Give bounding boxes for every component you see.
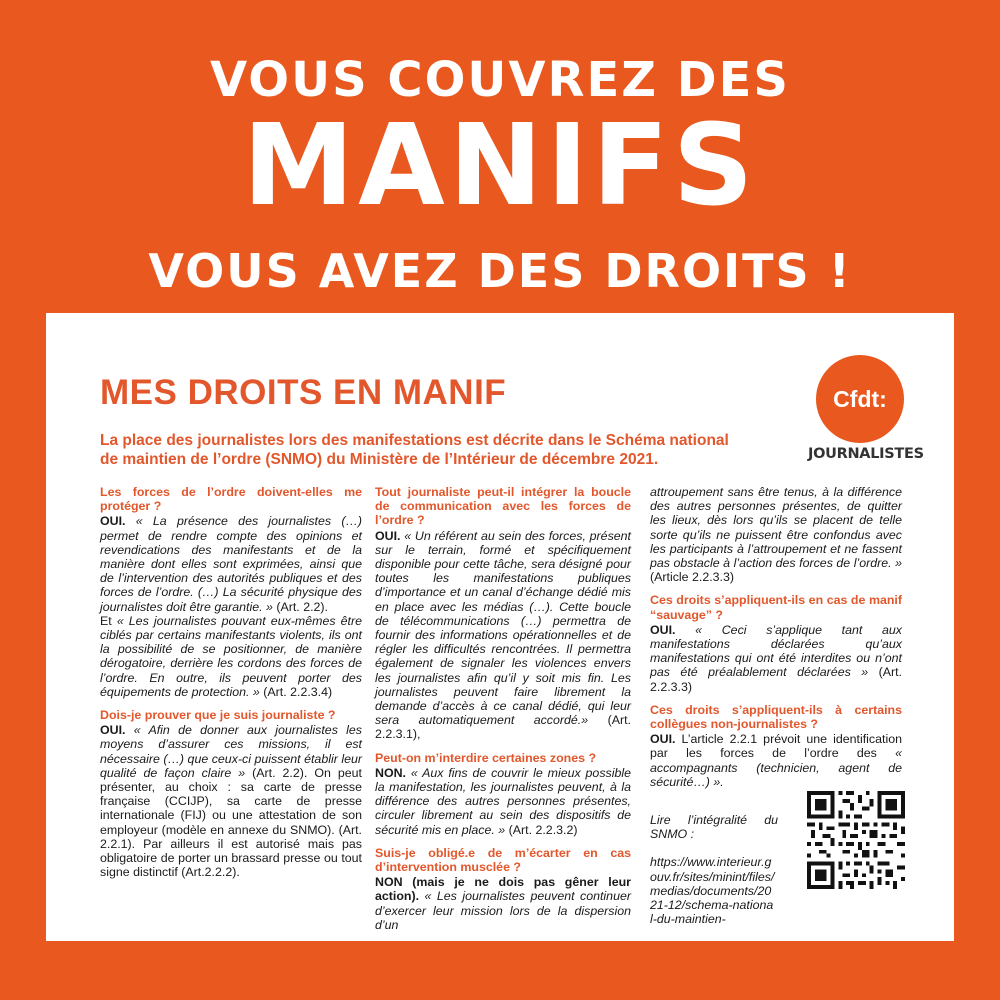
answer-lead: OUI. (100, 723, 126, 738)
answer-rest: (Art. 2.2). On peut présenter, au choix : sa carte de presse française (CCIJP), sa carte de presse internationale (FIJ) ou une attestation de son employeur (modèle en annexe du SNMO). (Art. 2.2.1). Par ailleurs il est autorisé mais pas obligatoire de porter un brassard presse ou tout signe distinctif (Art.2.2.2). (100, 765, 362, 880)
card-title: MES DROITS EN MANIF (100, 373, 507, 412)
answer-quote: « Ceci s’applique tant aux manifestations déclarées qu’aux manifestations qui ont été interdites ou n’ont pas été préalablement déclarées » (650, 622, 902, 680)
question: Les forces de l’ordre doivent-elles me protéger ? (100, 485, 362, 514)
answer-lead: NON (mais je ne dois pas gêner leur action). (375, 875, 631, 904)
snmo-link[interactable]: https://www.interieur.gouv.fr/sites/minint/files/medias/documents/2021-12/schema-national-du-maintien- (650, 855, 775, 927)
headline-line1: VOUS COUVREZ DES (210, 52, 790, 108)
answer-lead: NON. (375, 765, 406, 780)
answer (375, 766, 631, 837)
logo-mark: Cfdt: (833, 385, 887, 412)
answer-lead: OUI. (100, 514, 126, 529)
answer-quote: « Afin de donner aux journalistes les moyens d’assurer ces missions, il est nécessaire (…) que ceux-ci puissent établir leur qualité de façon claire » (100, 723, 362, 780)
answer-lead: OUI. (375, 528, 401, 543)
answer (100, 614, 362, 699)
answer-ref: (Art. 2.2.3.1), (375, 713, 631, 742)
question: Dois-je prouver que je suis journaliste ? (100, 708, 336, 723)
column-1 (100, 485, 362, 879)
read-snmo-label: Lire l’intégralité du SNMO : (650, 813, 778, 842)
card-intro: La place des journalistes lors des manifestations est décrite dans le Schéma national de maintien de l’ordre (SNMO) du Ministère de l’Intérieur de décembre 2021. (100, 432, 729, 468)
column-2 (375, 485, 631, 932)
answer-lead: OUI. (650, 622, 676, 637)
answer (375, 529, 631, 742)
answer-quote: « La présence des journalistes (…) permet de rendre compte des opinions et revendications des manifestants et de la manière dont elles sont exprimées, ainsi que de l’intervention des autorités publiques et des forces de l’ordre. (…) La sécurité physique des journalistes doit être garantie. » (100, 514, 362, 614)
question: Ces droits s’appliquent-ils à certains collègues non-journalistes ? (650, 702, 902, 732)
logo-label: JOURNALISTES (808, 446, 924, 462)
answer (100, 514, 362, 613)
answer-pre: Et (100, 613, 112, 628)
answer-quote: « accompagnants (technicien, agent de sécurité…) ». (650, 746, 902, 789)
answer (650, 623, 902, 694)
question: Tout journaliste peut-il intégrer la boucle de communication avec les forces de l’ordre ? (375, 485, 631, 528)
answer-text: L’article 2.2.1 prévoit une identification par les forces de l’ordre des (650, 732, 902, 761)
answer-ref: (Art. 2.2.3.2) (508, 822, 578, 837)
qr-code-icon[interactable] (807, 791, 905, 889)
answer-quote: « Les journalistes peuvent continuer d’exercer leur mission lors de la dispersion d’un (375, 889, 631, 932)
question: Suis-je obligé.e de m’écarter en cas d’intervention musclée ? (375, 845, 631, 875)
answer-lead: OUI. (650, 732, 676, 747)
answer (650, 732, 902, 789)
answer-continued (650, 485, 902, 584)
answer-quote: « Aux fins de couvrir le mieux possible la manifestation, les journalistes peuvent, à la différence des autres personnes présentes, circuler librement au sein des dispositifs de sécurité mis en place. » (375, 765, 631, 837)
question: Ces droits s’appliquent-ils en cas de manif “sauvage” ? (650, 593, 902, 622)
headline-line3: VOUS AVEZ DES DROITS ! (148, 244, 852, 298)
answer (375, 875, 631, 932)
answer-ref: (Art. 2.2.3.3) (650, 665, 902, 694)
question: Peut-on m’interdire certaines zones ? (375, 750, 597, 765)
answer-quote: « Les journalistes pouvant eux-mêmes être ciblés par certains manifestants violents, ils ont la possibilité de se positionner, de manière dérogatoire, derrière les cordons des forces de l’ordre. En outre, ils peuvent porter des équipements de protection. » (100, 613, 362, 699)
info-card (46, 313, 954, 941)
headline-manifs: MANIFS (242, 101, 758, 231)
answer-ref: (Art. 2.2). (276, 599, 328, 614)
answer (100, 723, 362, 879)
answer-quote: attroupement sans être tenus, à la différence des autres personnes présentes, de quitter les lieux, dès lors qu’ils se placent de telle sorte qu’ils ne puissent être confondus avec les participants à l’attroupement et ne fassent pas obstacle à l’action des forces de l’ordre. » (650, 485, 902, 571)
cfdt-logo (816, 355, 904, 443)
answer-quote: « Un référent au sein des forces, présent sur le terrain, formé et spécifiquement disponible pour cette tâche, sera désigné pour toutes les manifestations publiques d’importance et un canal d’échange dédié mis en place avec les médias (…). Cette boucle de télécommunications (…) permettra de fournir des informations opérationnelles et de régler les difficultés rencontrées. Il permettra également de signaler les violences envers les journalistes afin qu’il y soit mis fin. Les journalistes peuvent faire librement la demande d’accès à ce canal dédié, qui leur sera automatiquement accordé.» (375, 528, 631, 728)
answer-ref: (Art. 2.2.3.4) (263, 684, 333, 699)
qr-code-graphic (807, 791, 905, 889)
answer-ref: (Article 2.2.3.3) (650, 570, 735, 585)
